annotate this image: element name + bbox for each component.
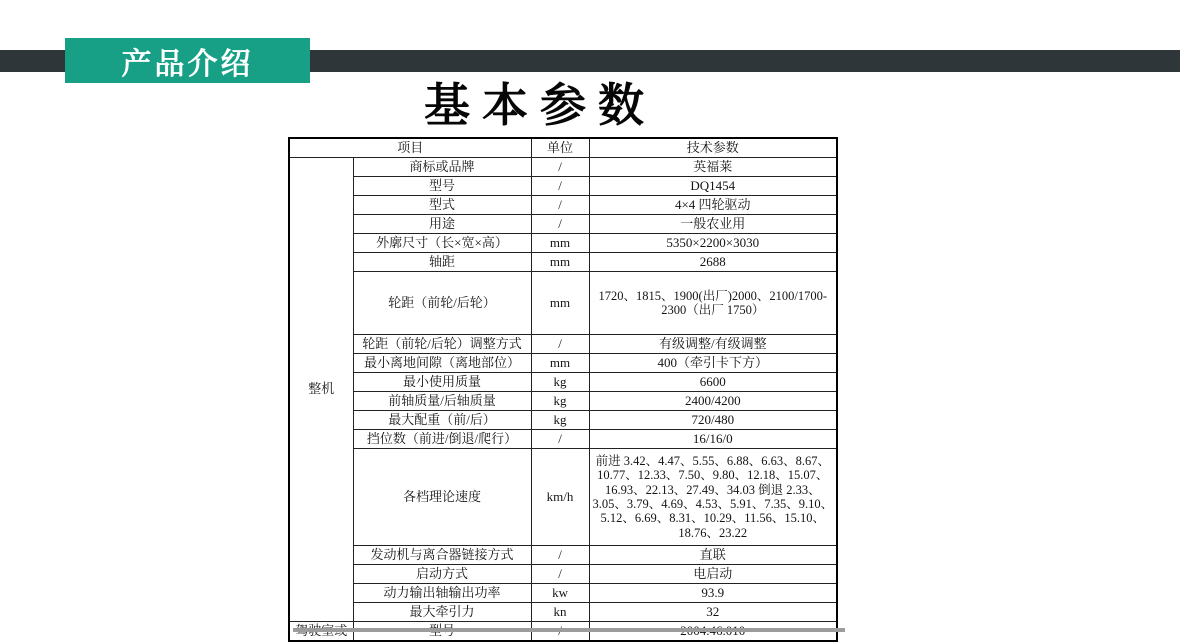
param-value: 16/16/0 [589,430,837,449]
param-unit: / [531,335,589,354]
param-unit: kw [531,584,589,603]
param-value: 电启动 [589,565,837,584]
param-unit: / [531,177,589,196]
param-unit: / [531,215,589,234]
param-name: 轮距（前轮/后轮） [353,272,531,335]
param-value: 4×4 四轮驱动 [589,196,837,215]
param-unit: / [531,546,589,565]
section-badge [65,38,310,83]
param-value: 32 [589,603,837,622]
param-value: 400（牵引卡下方） [589,354,837,373]
table-row [289,584,837,603]
param-value: DQ1454 [589,177,837,196]
param-name: 前轴质量/后轴质量 [353,392,531,411]
table-row [289,449,837,546]
param-value: 5350×2200×3030 [589,234,837,253]
param-value: 英福莱 [589,158,837,177]
page-title: 基本参数 [424,78,656,132]
param-unit: km/h [531,449,589,546]
param-value: 1720、1815、1900(出厂)2000、2100/1700-2300（出厂 1750） [589,272,837,335]
group-label-whole-machine: 整机 [289,158,353,622]
table-row [289,392,837,411]
param-name: 轮距（前轮/后轮）调整方式 [353,335,531,354]
param-unit: mm [531,272,589,335]
param-value: 2688 [589,253,837,272]
param-value: 直联 [589,546,837,565]
param-name: 最大牵引力 [353,603,531,622]
param-value: 有级调整/有级调整 [589,335,837,354]
section-badge-label: 产品介绍 [121,47,254,81]
param-unit: kg [531,411,589,430]
table-row [289,354,837,373]
param-unit: / [531,196,589,215]
table-bottom-shadow [293,628,845,632]
table-row [289,196,837,215]
param-name: 挡位数（前进/倒退/爬行） [353,430,531,449]
param-unit: kn [531,603,589,622]
param-name: 最小离地间隙（离地部位） [353,354,531,373]
param-value: 前进 3.42、4.47、5.55、6.88、6.63、8.67、10.77、12.33、7.50、9.80、12.18、15.07、16.93、22.13、27.49、34.03 倒退 2.33、3.05、3.79、4.69、4.53、5.91、7.35、9.10、5.12、6.69、8.31、10.29、11.56、15.10、18.76、23.22 [589,449,837,546]
param-name: 外廓尺寸（长×宽×高） [353,234,531,253]
param-name: 动力输出轴输出功率 [353,584,531,603]
table-row [289,177,837,196]
spec-table [288,137,838,642]
header-unit: 单位 [531,138,589,158]
param-unit: / [531,565,589,584]
param-unit: mm [531,253,589,272]
table-row [289,546,837,565]
param-value: 6600 [589,373,837,392]
param-unit: kg [531,392,589,411]
param-unit: / [531,430,589,449]
param-name: 最小使用质量 [353,373,531,392]
param-value: 一般农业用 [589,215,837,234]
param-name: 型式 [353,196,531,215]
param-name: 最大配重（前/后） [353,411,531,430]
param-name: 型号 [353,177,531,196]
table-row [289,430,837,449]
table-row [289,158,837,177]
param-name: 各档理论速度 [353,449,531,546]
param-unit: mm [531,354,589,373]
table-row [289,565,837,584]
param-name: 商标或品牌 [353,158,531,177]
table-row [289,253,837,272]
param-value: 2400/4200 [589,392,837,411]
header-item: 项目 [289,138,531,158]
table-row [289,215,837,234]
param-value: 720/480 [589,411,837,430]
param-unit: kg [531,373,589,392]
param-unit: mm [531,234,589,253]
table-row [289,603,837,622]
param-name: 用途 [353,215,531,234]
table-header-row [289,138,837,158]
table-row [289,373,837,392]
table-row [289,234,837,253]
param-name: 发动机与离合器链接方式 [353,546,531,565]
param-unit: / [531,158,589,177]
param-name: 启动方式 [353,565,531,584]
table-row [289,272,837,335]
param-value: 93.9 [589,584,837,603]
table-row [289,335,837,354]
table-row [289,411,837,430]
header-tech: 技术参数 [589,138,837,158]
param-name: 轴距 [353,253,531,272]
